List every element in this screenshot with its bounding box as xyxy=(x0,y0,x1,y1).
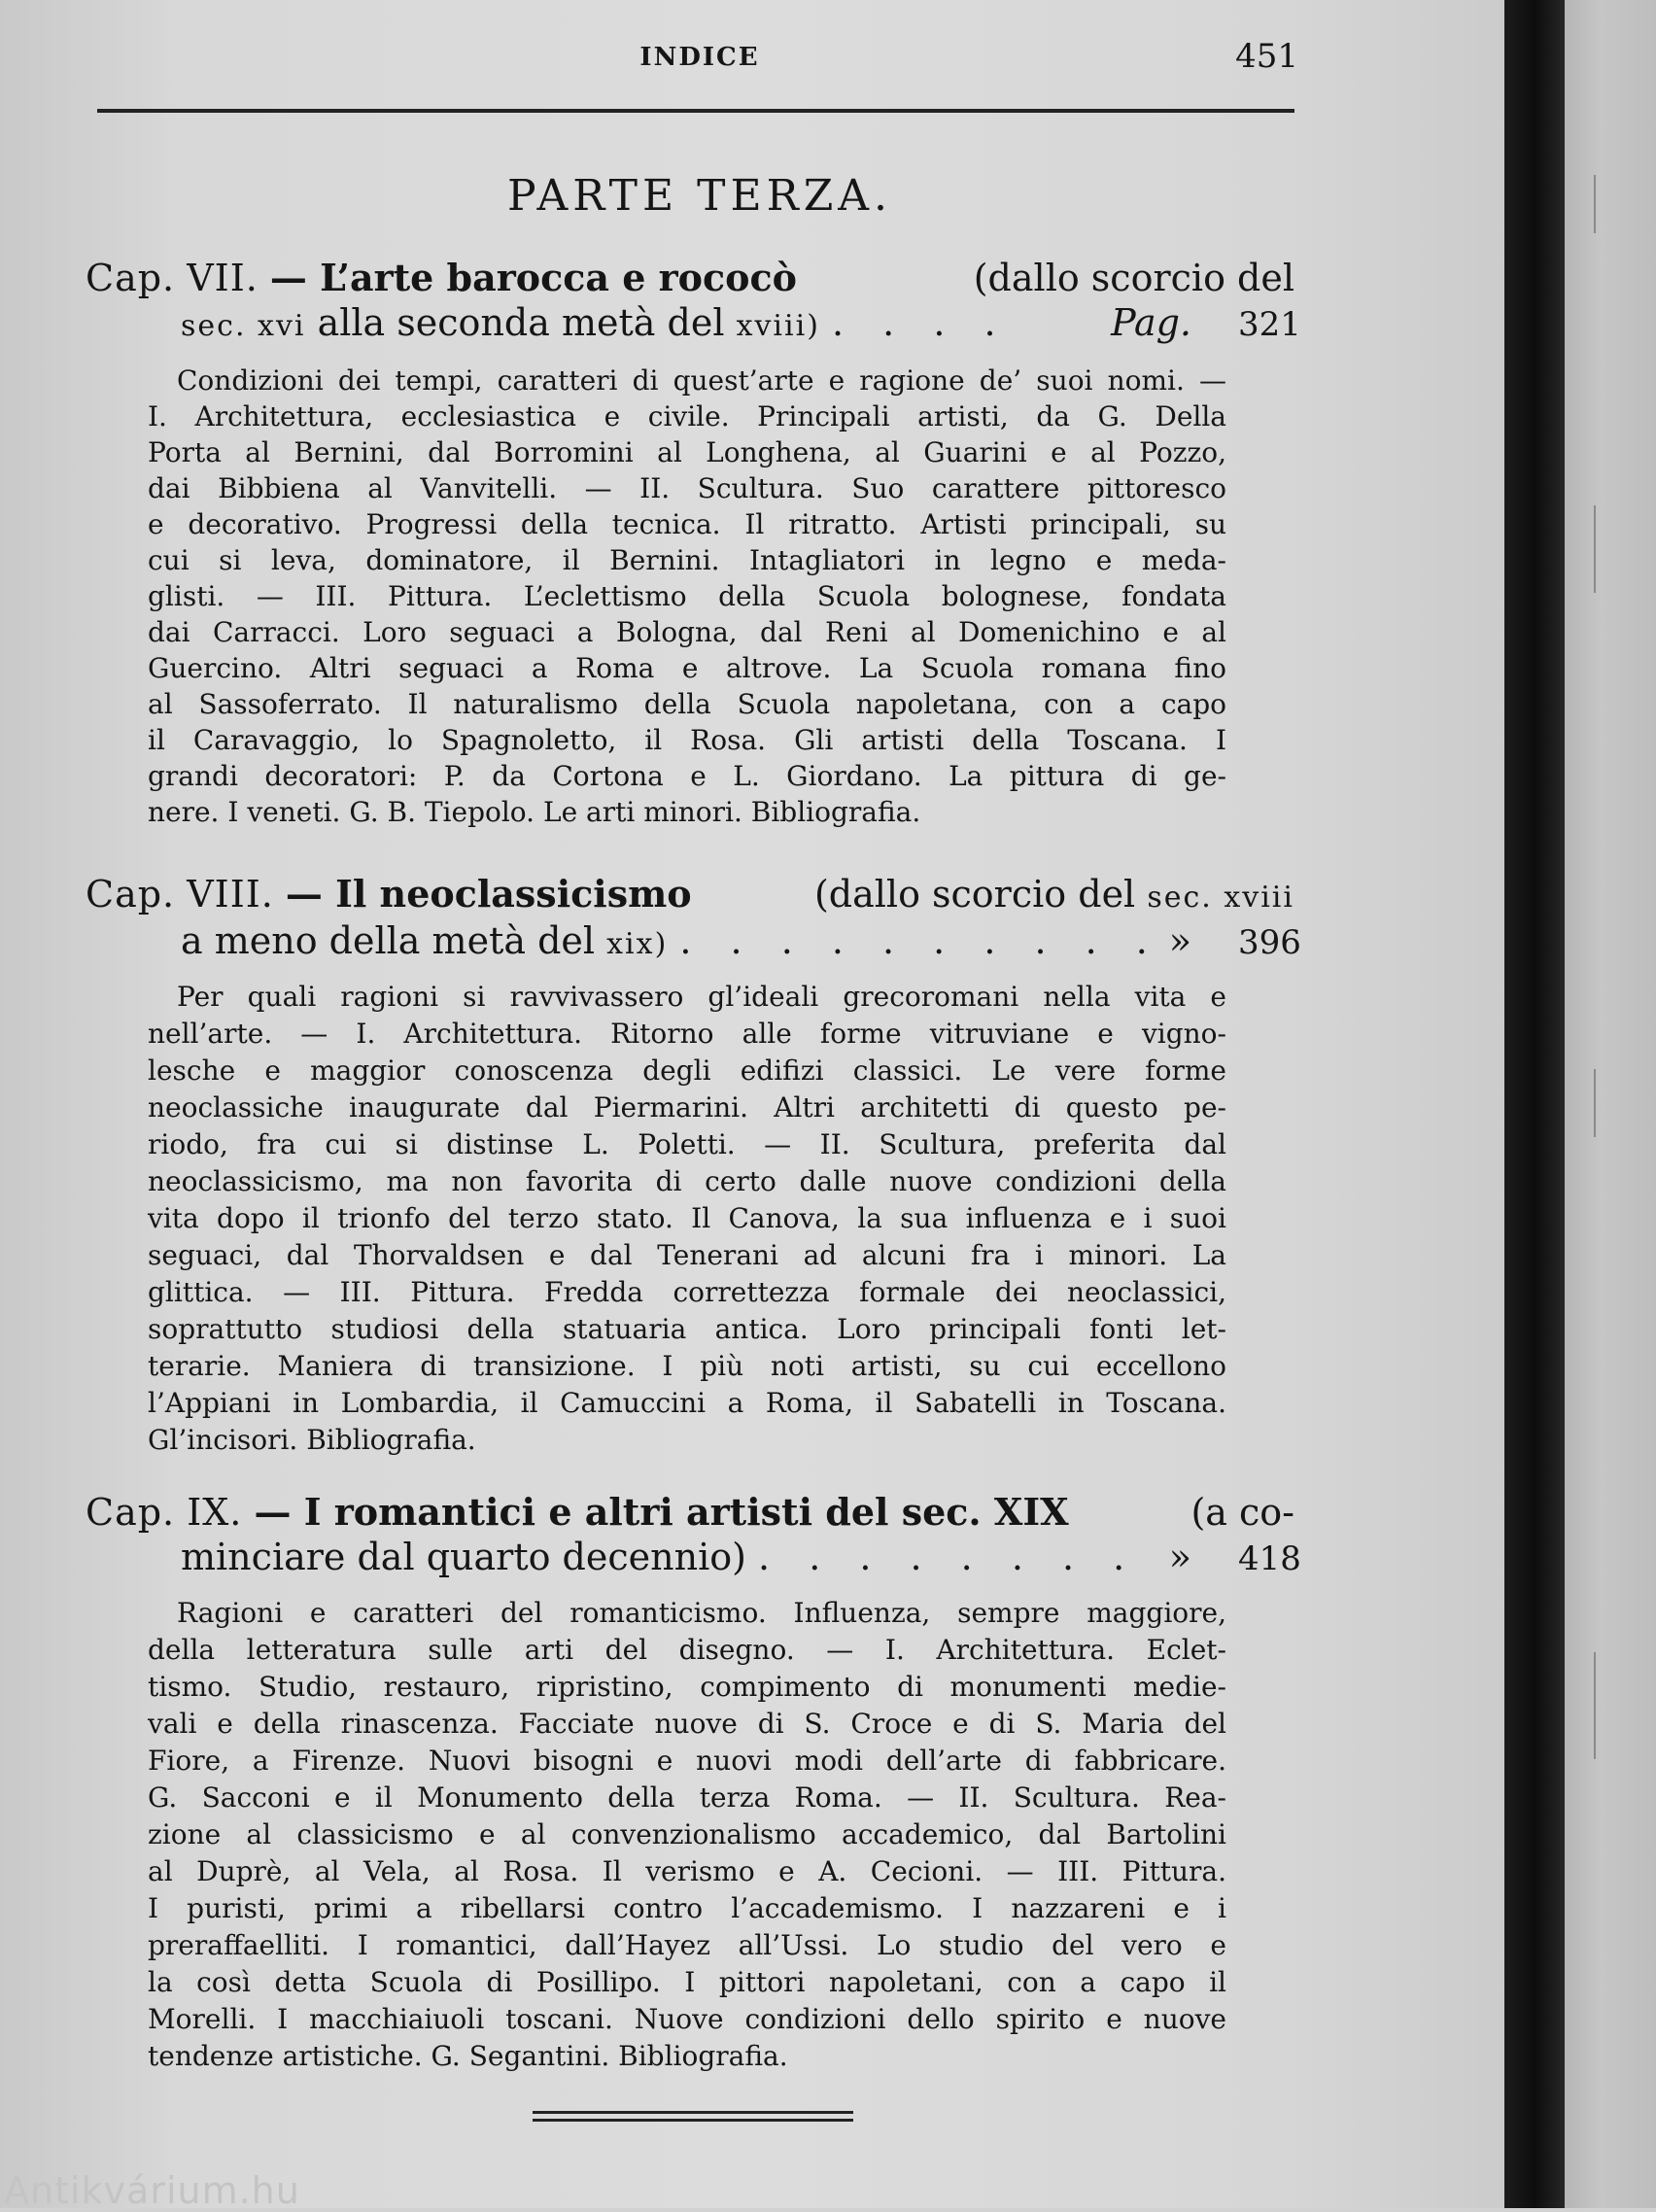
running-title: INDICE xyxy=(639,43,760,72)
chapter-number: VII. xyxy=(187,257,259,299)
chapter-title: — L’arte barocca e rococò xyxy=(269,256,797,299)
summary-line: I. Architettura, ecclesiastica e civile. Principali artisti, da G. Della xyxy=(148,400,1226,432)
summary-line: glisti. — III. Pittura. L’eclettismo della Scuola bolognese, fondata xyxy=(148,580,1226,612)
summary-line: lesche e maggior conoscenza degli edifizi classici. Le vere forme xyxy=(148,1054,1226,1087)
chapter-heading-line2 xyxy=(181,1534,1191,1580)
edge-mark xyxy=(1594,1652,1596,1759)
summary-line: Per quali ragioni si ravvivassero gl’ideali grecoromani nella vita e xyxy=(177,981,1226,1013)
summary-line: riodo, fra cui si distinse L. Poletti. — II. Scultura, preferita dal xyxy=(148,1128,1226,1160)
summary-line: preraffaelliti. I romantici, dall’Hayez all’Ussi. Lo studio del vero e xyxy=(148,1929,1226,1961)
summary-line: della letteratura sulle arti del disegno. — I. Architettura. Eclet- xyxy=(148,1634,1226,1666)
page-number: 451 xyxy=(1235,37,1298,76)
summary-line: zione al classicismo e al convenzionalismo accademico, dal Bartolini xyxy=(148,1818,1226,1850)
chapter-label: Cap. xyxy=(86,257,176,299)
summary-line: glittica. — III. Pittura. Fredda correttezza formale dei neoclassici, xyxy=(148,1276,1226,1308)
summary-line: I puristi, primi a ribellarsi contro l’accademismo. I nazzareni e i xyxy=(148,1892,1226,1924)
chapter-period-mid: a meno della metà del xyxy=(181,919,596,962)
edge-mark xyxy=(1594,175,1596,233)
edge-mark xyxy=(1594,505,1596,593)
chapter-number: VIII. xyxy=(187,873,274,916)
summary-line: tismo. Studio, restauro, ripristino, compimento di monumenti medie- xyxy=(148,1671,1226,1703)
summary-line: Ragioni e caratteri del romanticismo. Influenza, sempre maggiore, xyxy=(177,1597,1226,1629)
summary-line: Fiore, a Firenze. Nuovi bisogni e nuovi modi dell’arte di fabbricare. xyxy=(148,1745,1226,1777)
chapter-period-start: sec. xviii xyxy=(1147,881,1294,915)
chapter-heading xyxy=(86,871,1294,917)
part-title: PARTE TERZA. xyxy=(506,171,893,221)
summary-line: vali e della rinascenza. Facciate nuove di S. Croce e di S. Maria del xyxy=(148,1708,1226,1740)
chapter-period-mid: alla seconda metà del xyxy=(317,301,725,344)
chapter-heading-line2 xyxy=(181,917,1191,964)
chapter-period-end: xix) xyxy=(606,927,669,961)
leader-dots: . . . . xyxy=(832,301,1010,344)
chapter-period-start: sec. xvi xyxy=(181,309,306,343)
chapter-title-rest: (dallo scorcio del xyxy=(973,257,1294,299)
chapter-period-mid: minciare dal quarto decennio) xyxy=(181,1536,746,1578)
summary-line: Morelli. I macchiaiuoli toscani. Nuove condizioni dello spirito e nuove xyxy=(148,2003,1226,2035)
summary-line: il Caravaggio, lo Spagnoletto, il Rosa. Gli artisti della Toscana. I xyxy=(148,724,1226,756)
summary-line: cui si leva, dominatore, il Bernini. Intagliatori in legno e meda- xyxy=(148,544,1226,576)
edge-mark xyxy=(1594,1069,1596,1137)
summary-line: neoclassiche inaugurate dal Piermarini. Altri architetti di questo pe- xyxy=(148,1091,1226,1123)
summary-line: neoclassicismo, ma non favorita di certo dalle nuove condizioni della xyxy=(148,1165,1226,1197)
summary-line: tendenze artistiche. G. Segantini. Bibliografia. xyxy=(148,2040,788,2072)
summary-line: dai Carracci. Loro seguaci a Bologna, dal Reni al Domenichino e al xyxy=(148,616,1226,648)
chapter-page: 418 xyxy=(1238,1539,1301,1578)
summary-line: Condizioni dei tempi, caratteri di quest’arte e ragione de’ suoi nomi. — xyxy=(177,364,1226,397)
end-rule xyxy=(533,2119,853,2122)
chapter-title-rest: (a co- xyxy=(1190,1491,1294,1534)
summary-line: Gl’incisori. Bibliografia. xyxy=(148,1424,476,1456)
summary-line: terarie. Maniera di transizione. I più noti artisti, su cui eccellono xyxy=(148,1350,1226,1382)
chapter-label: Cap. xyxy=(86,873,176,916)
summary-line: l’Appiani in Lombardia, il Camuccini a Roma, il Sabatelli in Toscana. xyxy=(148,1387,1226,1419)
header-rule xyxy=(97,109,1294,113)
chapter-label: Cap. xyxy=(86,1491,176,1534)
chapter-heading-line2 xyxy=(181,299,1191,346)
chapter-number: IX. xyxy=(187,1491,243,1534)
book-spine-shadow xyxy=(1504,0,1565,2208)
chapter-heading xyxy=(86,255,1294,301)
page-prefix: » xyxy=(1168,919,1191,962)
leader-dots: . . . . . . . . xyxy=(758,1536,1139,1578)
summary-line: seguaci, dal Thorvaldsen e dal Tenerani ad alcuni fra i minori. La xyxy=(148,1239,1226,1271)
summary-line: vita dopo il trionfo del terzo stato. Il Canova, la sua influenza e i suoi xyxy=(148,1202,1226,1234)
summary-line: Guercino. Altri seguaci a Roma e altrove. La Scuola romana fino xyxy=(148,652,1226,684)
chapter-page: 321 xyxy=(1238,305,1301,344)
summary-line: nere. I veneti. G. B. Tiepolo. Le arti minori. Bibliografia. xyxy=(148,796,921,828)
leader-dots: . . . . . . . . . . xyxy=(679,919,1161,962)
chapter-period-end: xviii) xyxy=(736,309,820,343)
page-prefix: Pag. xyxy=(1111,301,1191,344)
summary-line: al Sassoferrato. Il naturalismo della Scuola napoletana, con a capo xyxy=(148,688,1226,720)
summary-line: G. Sacconi e il Monumento della terza Roma. — II. Scultura. Rea- xyxy=(148,1781,1226,1814)
summary-line: soprattutto studiosi della statuaria antica. Loro principali fonti let- xyxy=(148,1313,1226,1345)
chapter-title: — I romantici e altri artisti del sec. XIX xyxy=(254,1490,1069,1534)
end-rule xyxy=(533,2111,853,2114)
summary-line: al Duprè, al Vela, al Rosa. Il verismo e A. Cecioni. — III. Pittura. xyxy=(148,1855,1226,1887)
summary-line: Porta al Bernini, dal Borromini al Longhena, al Guarini e al Pozzo, xyxy=(148,436,1226,468)
summary-line: la così detta Scuola di Posillipo. I pittori napoletani, con a capo il xyxy=(148,1966,1226,1998)
chapter-heading xyxy=(86,1489,1294,1536)
chapter-title-rest: (dallo scorcio del xyxy=(813,873,1136,916)
summary-line: e decorativo. Progressi della tecnica. Il ritratto. Artisti principali, su xyxy=(148,508,1226,540)
chapter-page: 396 xyxy=(1238,923,1301,962)
summary-line: nell’arte. — I. Architettura. Ritorno alle forme vitruviane e vigno- xyxy=(148,1018,1226,1050)
summary-line: dai Bibbiena al Vanvitelli. — II. Scultura. Suo carattere pittoresco xyxy=(148,472,1226,504)
summary-line: grandi decoratori: P. da Cortona e L. Giordano. La pittura di ge- xyxy=(148,760,1226,792)
page-edge xyxy=(1565,0,1656,2208)
chapter-title: — Il neoclassicismo xyxy=(285,872,692,916)
page-prefix: » xyxy=(1168,1536,1191,1578)
watermark: Antikvárium.hu xyxy=(4,2169,300,2212)
